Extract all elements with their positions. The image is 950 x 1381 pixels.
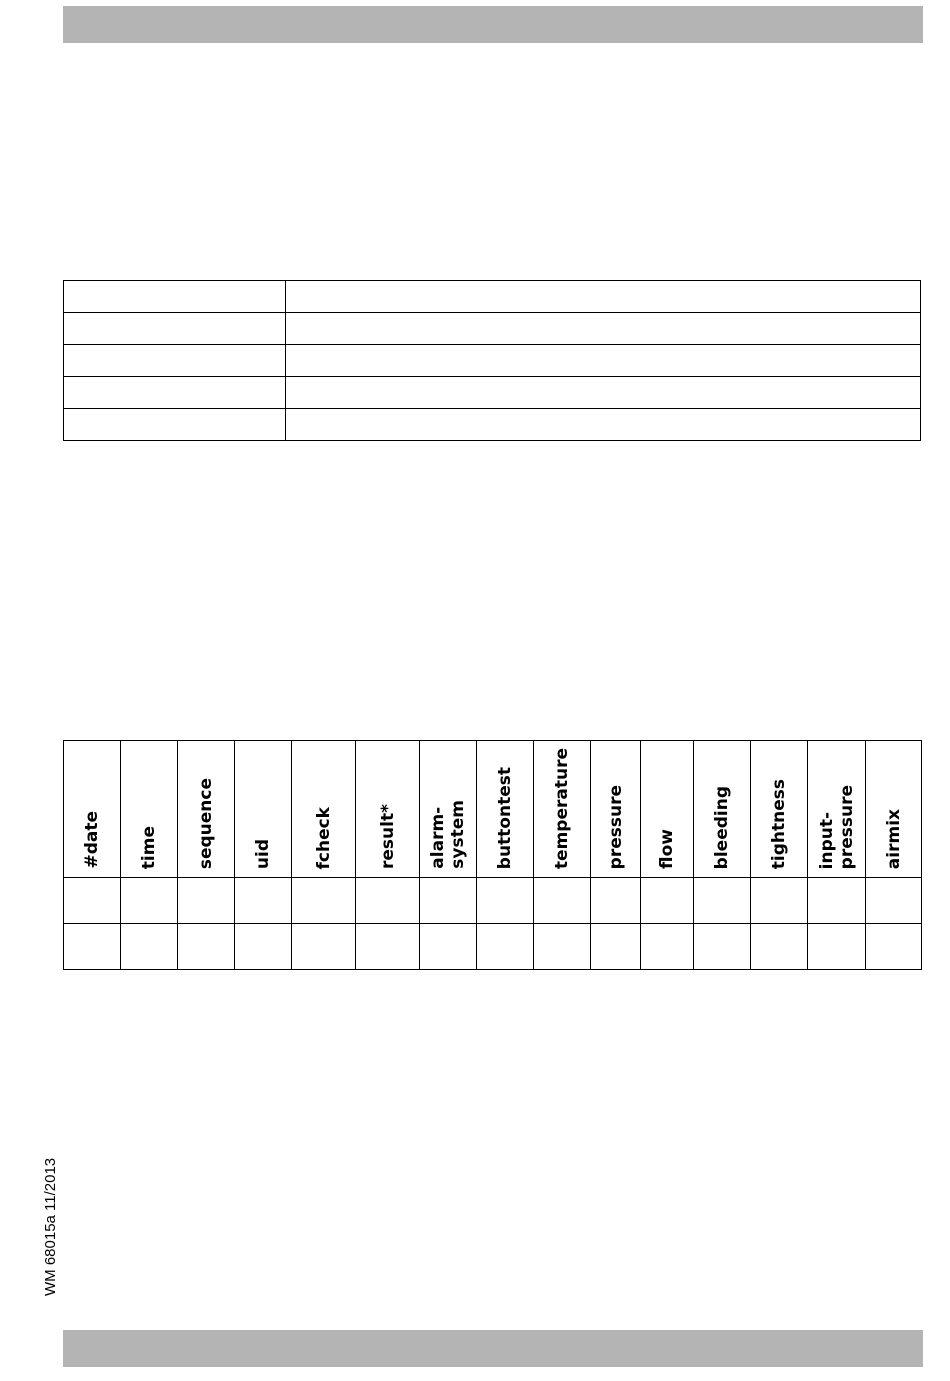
info-row — [64, 377, 921, 409]
col-header-label: airmix — [883, 808, 904, 869]
info-label-cell — [64, 345, 286, 377]
log-cell — [420, 878, 477, 924]
test-log-table — [63, 740, 922, 970]
log-cell — [477, 924, 534, 970]
document-code: WM 68015a 11/2013 — [42, 1157, 59, 1296]
log-cell — [292, 924, 356, 970]
log-cell — [808, 924, 866, 970]
col-header-label: temperature — [552, 747, 572, 869]
info-label-cell — [64, 377, 286, 409]
log-cell — [591, 878, 641, 924]
log-header-row — [64, 741, 922, 878]
log-cell — [235, 878, 292, 924]
log-cell — [121, 924, 178, 970]
col-header-label: #date — [82, 811, 102, 869]
col-header-label: flow — [657, 829, 677, 869]
info-value-cell — [286, 345, 921, 377]
log-cell — [178, 878, 235, 924]
col-header-label: tightness — [769, 778, 789, 869]
log-cell — [477, 878, 534, 924]
col-header-airmix — [866, 741, 922, 878]
log-cell — [534, 878, 591, 924]
log-cell — [356, 878, 420, 924]
col-header-label: pressure — [605, 784, 626, 869]
col-header-fcheck — [292, 741, 356, 878]
log-cell — [292, 878, 356, 924]
log-cell — [694, 878, 751, 924]
col-header-uid — [235, 741, 292, 878]
log-cell — [420, 924, 477, 970]
col-header-buttontest — [477, 741, 534, 878]
col-header-input-pressure — [808, 741, 866, 878]
info-value-cell — [286, 313, 921, 345]
col-header-label: alarm- system — [428, 800, 468, 869]
col-header-time — [121, 741, 178, 878]
table-row — [64, 878, 922, 924]
info-table — [63, 280, 921, 441]
col-header-label: sequence — [196, 777, 216, 869]
log-cell — [121, 878, 178, 924]
info-label-cell — [64, 313, 286, 345]
col-header-flow — [641, 741, 694, 878]
info-label-cell — [64, 281, 286, 313]
col-header-label: bleeding — [712, 785, 732, 869]
col-header-label: input- pressure — [816, 784, 857, 869]
info-row — [64, 409, 921, 441]
log-cell — [866, 924, 922, 970]
col-header-label: time — [139, 825, 159, 869]
info-row — [64, 281, 921, 313]
table-row — [64, 924, 922, 970]
log-cell — [808, 878, 866, 924]
col-header-sequence — [178, 741, 235, 878]
col-header-tightness — [751, 741, 808, 878]
info-label-cell — [64, 409, 286, 441]
log-cell — [534, 924, 591, 970]
col-header-pressure — [591, 741, 641, 878]
log-cell — [235, 924, 292, 970]
log-cell — [591, 924, 641, 970]
col-header-label: result* — [377, 804, 398, 869]
footer-bar — [63, 1330, 923, 1367]
log-cell — [751, 878, 808, 924]
col-header-temperature — [534, 741, 591, 878]
log-cell — [641, 924, 694, 970]
header-bar — [63, 6, 923, 43]
info-value-cell — [286, 377, 921, 409]
log-cell — [866, 878, 922, 924]
info-value-cell — [286, 409, 921, 441]
col-header-bleeding — [694, 741, 751, 878]
log-cell — [694, 924, 751, 970]
col-header-date — [64, 741, 121, 878]
col-header-label: fcheck — [313, 806, 334, 869]
info-row — [64, 345, 921, 377]
col-header-alarm-system — [420, 741, 477, 878]
info-row — [64, 313, 921, 345]
col-header-label: uid — [253, 838, 273, 869]
log-cell — [64, 924, 121, 970]
col-header-label: buttontest — [495, 766, 515, 869]
log-cell — [356, 924, 420, 970]
log-cell — [641, 878, 694, 924]
log-cell — [178, 924, 235, 970]
log-cell — [751, 924, 808, 970]
log-cell — [64, 878, 121, 924]
col-header-result — [356, 741, 420, 878]
info-value-cell — [286, 281, 921, 313]
